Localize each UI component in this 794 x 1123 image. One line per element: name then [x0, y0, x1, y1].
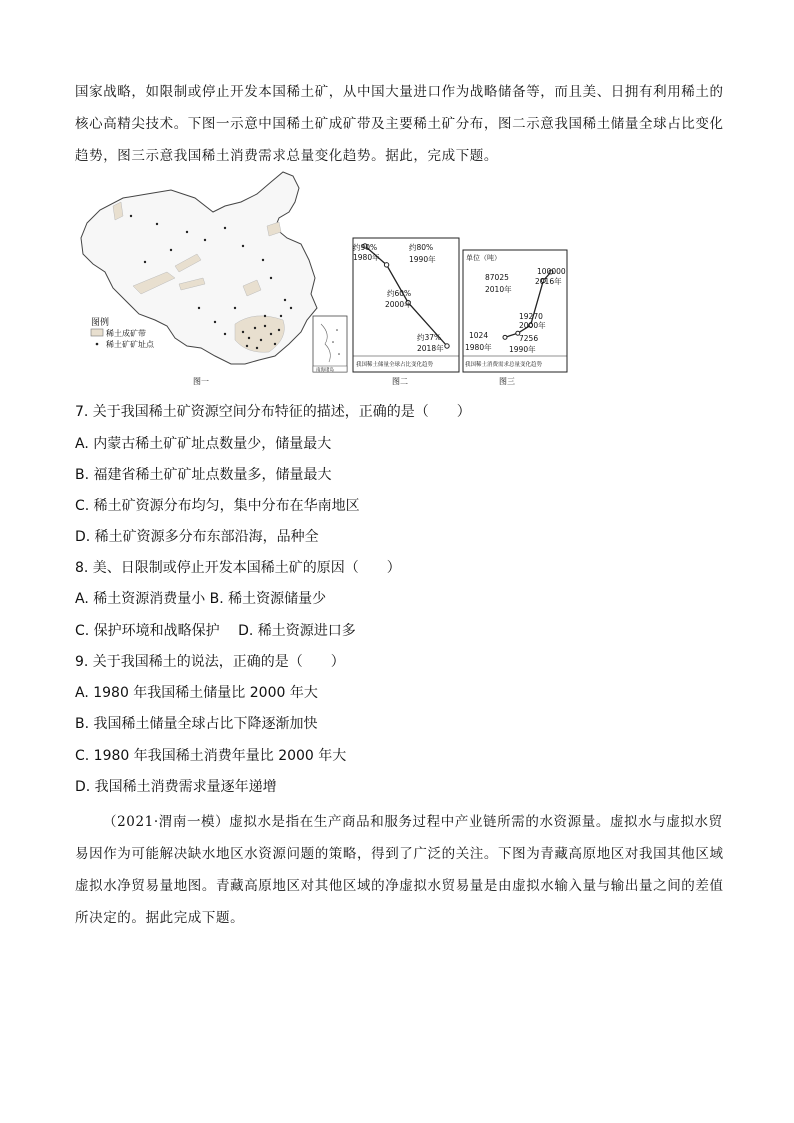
f3-label-2010-value: 87025: [485, 273, 509, 282]
figure3-caption: 图三: [499, 377, 515, 386]
figure2-footer: 我国稀土储量全球占比变化趋势: [356, 362, 434, 368]
q8-options-cd: C. 保护环境和战略保护 D. 稀土资源进口多: [75, 623, 356, 639]
outro-line-2: 易因作为可能解决缺水地区水资源问题的策略，得到了广泛的关注。下图为青藏高原地区对我国其他区域: [75, 846, 724, 862]
legend-point-label: 稀土矿矿址点: [106, 340, 154, 349]
figure2-caption: 图二: [392, 377, 408, 386]
q9-option-c: C. 1980 年我国稀土消费年量比 2000 年大: [75, 748, 347, 764]
q9-option-d: D. 我国稀土消费需求量逐年递增: [75, 779, 277, 795]
intro-paragraph: [75, 76, 725, 172]
f2-label-2018-value: 约37%: [417, 333, 442, 342]
figure2-point-2018年: [445, 344, 449, 348]
figures-svg: [75, 168, 575, 398]
intro-line-3: 趋势，图三示意我国稀土消费需求总量变化趋势。据此，完成下题。: [75, 148, 498, 164]
figure3-unit: 单位（吨）: [466, 254, 501, 262]
legend-point-swatch: [96, 343, 99, 346]
legend-belt-swatch: [91, 329, 103, 336]
f3-label-2010-year: 2010年: [485, 285, 512, 294]
f3-label-1980-value: 1024: [469, 331, 489, 340]
f3-label-2000-year: 2000年: [519, 321, 546, 330]
figure2-chart: [353, 238, 459, 386]
f3-label-2016-year: 2016年: [535, 277, 562, 286]
figure1-legend: [91, 316, 155, 349]
f3-label-2016-value: 100000: [537, 267, 566, 276]
figure1-caption: 图一: [193, 377, 209, 386]
f2-label-1990-value: 约80%: [409, 243, 434, 252]
outro-paragraph: [75, 806, 725, 934]
f3-label-2000-value: 19270: [519, 312, 543, 321]
south-china-sea-inset: [313, 316, 347, 373]
legend-title: 图例: [91, 318, 110, 328]
figure1-map: [81, 172, 347, 386]
intro-line-1: 国家战略，如限制或停止开发本国稀土矿，从中国大量进口作为战略储备等，而且美、日拥有利用稀土的: [75, 84, 724, 100]
inset-label: 南海诸岛: [316, 368, 334, 373]
figures-area: [75, 168, 575, 398]
question-7: 7. 关于我国稀土矿资源空间分布特征的描述，正确的是（ ）: [75, 404, 471, 420]
q8-options-ab: A. 稀土资源消费量小 B. 稀土资源储量少: [75, 591, 327, 607]
q9-option-a: A. 1980 年我国稀土储量比 2000 年大: [75, 685, 318, 701]
q9-option-b: B. 我国稀土储量全球占比下降逐渐加快: [75, 716, 318, 732]
question-8: 8. 美、日限制或停止开发本国稀土矿的原因（ ）: [75, 560, 401, 576]
f2-label-1980-value: 约90%: [353, 243, 378, 252]
f2-label-2018-year: 2018年: [417, 344, 444, 353]
intro-line-2: 核心高精尖技术。下图一示意中国稀土矿成矿带及主要稀土矿分布，图二示意我国稀土储量全球占比变化: [75, 116, 724, 132]
outro-line-4: 所决定的。据此完成下题。: [75, 910, 245, 926]
q7-option-a: A. 内蒙古稀土矿矿址点数量少，储量最大: [75, 436, 332, 452]
figure3-point-1980年: [503, 335, 507, 339]
f3-label-1990-value: 7256: [519, 334, 539, 343]
figure2-point-1990年: [384, 263, 388, 267]
outro-line-3: 虚拟水净贸易量地图。青藏高原地区对其他区域的净虚拟水贸易量是由虚拟水输入量与输出量之间的差值: [75, 878, 724, 894]
f2-label-1980-year: 1980年: [353, 253, 380, 262]
q7-option-b: B. 福建省稀土矿矿址点数量多，储量最大: [75, 467, 332, 483]
q7-option-d: D. 稀土矿资源多分布东部沿海，品种全: [75, 529, 319, 545]
outro-line-1: （2021·渭南一模）虚拟水是指在生产商品和服务过程中产业链所需的水资源量。虚拟水与虚拟水贸: [103, 814, 723, 830]
f3-label-1980-year: 1980年: [465, 343, 492, 352]
legend-belt-label: 稀土成矿带: [106, 329, 146, 338]
f2-label-1990-year: 1990年: [409, 255, 436, 264]
f2-label-2000-value: 约60%: [387, 289, 412, 298]
question-9: 9. 关于我国稀土的说法，正确的是（ ）: [75, 654, 345, 670]
figure3-footer: 我国稀土消费需求总量变化趋势: [465, 362, 543, 368]
f3-label-1990-year: 1990年: [509, 345, 536, 354]
f2-label-2000-year: 2000年: [385, 300, 412, 309]
q7-option-c: C. 稀土矿资源分布均匀，集中分布在华南地区: [75, 498, 360, 514]
figure3-chart: [463, 250, 567, 386]
